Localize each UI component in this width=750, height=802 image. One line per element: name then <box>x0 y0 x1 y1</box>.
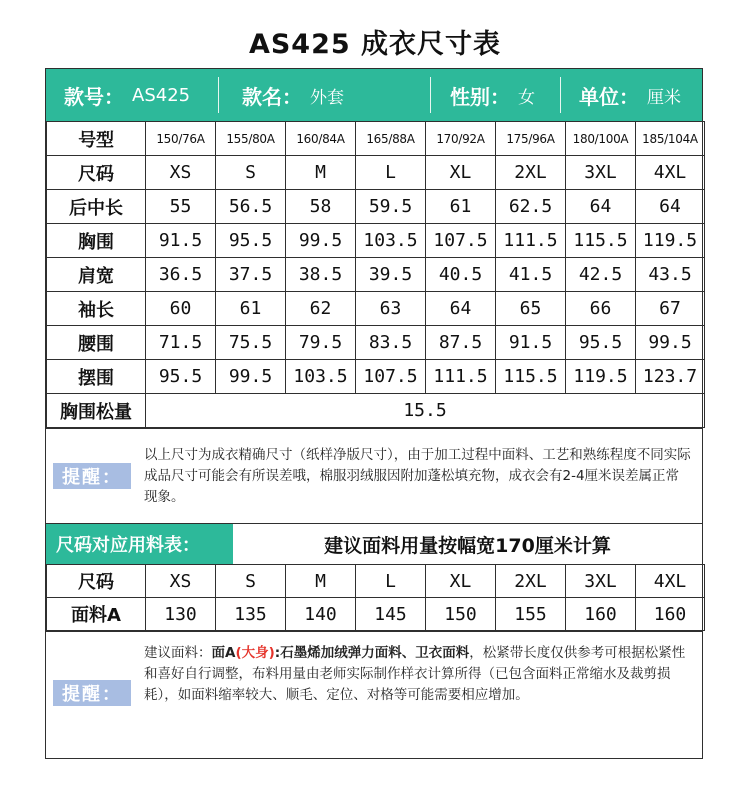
fabric-table <box>46 564 705 631</box>
table-cell: 64 <box>566 190 636 224</box>
table-cell: 155 <box>496 598 566 631</box>
table-cell: 130 <box>146 598 216 631</box>
table-cell: 60 <box>146 292 216 326</box>
table-cell: 87.5 <box>426 326 496 360</box>
table-cell: XS <box>146 156 216 190</box>
table-cell: M <box>286 156 356 190</box>
table-cell: 145 <box>356 598 426 631</box>
table-cell: 155/80A <box>216 122 286 156</box>
table-cell: 56.5 <box>216 190 286 224</box>
table-cell: 95.5 <box>216 224 286 258</box>
table-row <box>47 122 705 156</box>
table-cell: 4XL <box>636 565 705 598</box>
table-cell: 99.5 <box>216 360 286 394</box>
table-cell: 119.5 <box>636 224 705 258</box>
table-cell: 37.5 <box>216 258 286 292</box>
table-cell: 3XL <box>566 565 636 598</box>
table-cell: 103.5 <box>286 360 356 394</box>
fabric-highlight: (大身) <box>235 645 275 661</box>
table-cell: 175/96A <box>496 122 566 156</box>
fabric-desc: :石墨烯加绒弹力面料、卫衣面料 <box>274 645 470 661</box>
table-cell: 61 <box>426 190 496 224</box>
table-cell: 180/100A <box>566 122 636 156</box>
ease-label: 胸围松量 <box>47 394 146 428</box>
row-label: 号型 <box>47 122 146 156</box>
table-cell: L <box>356 565 426 598</box>
table-cell: 160 <box>566 598 636 631</box>
table-cell: 79.5 <box>286 326 356 360</box>
fabric-section-header <box>46 523 702 564</box>
reminder-note <box>46 428 702 523</box>
table-cell: 115.5 <box>496 360 566 394</box>
table-cell: 123.7 <box>636 360 705 394</box>
fabric-reminder-note <box>46 631 702 758</box>
size-chart-frame <box>45 68 703 759</box>
table-cell: 64 <box>426 292 496 326</box>
table-cell: 91.5 <box>146 224 216 258</box>
table-cell: 42.5 <box>566 258 636 292</box>
table-cell: 95.5 <box>146 360 216 394</box>
table-cell: M <box>286 565 356 598</box>
ease-value: 15.5 <box>146 394 705 428</box>
table-cell: 36.5 <box>146 258 216 292</box>
table-cell: 165/88A <box>356 122 426 156</box>
reminder-badge: 提醒： <box>53 463 131 489</box>
table-cell: 140 <box>286 598 356 631</box>
table-row <box>47 598 705 631</box>
row-label: 面料A <box>47 598 146 631</box>
table-row <box>47 292 705 326</box>
table-row <box>47 565 705 598</box>
table-cell: 160/84A <box>286 122 356 156</box>
ease-row <box>47 394 705 428</box>
fabric-reminder-badge: 提醒： <box>53 680 131 706</box>
style-no-label: 款号： <box>64 84 124 109</box>
table-row <box>47 258 705 292</box>
row-label: 肩宽 <box>47 258 146 292</box>
style-name <box>242 69 344 121</box>
table-cell: 95.5 <box>566 326 636 360</box>
fabric-width-note: 建议面料用量按幅宽170厘米计算 <box>324 534 611 557</box>
table-row <box>47 360 705 394</box>
table-cell: 41.5 <box>496 258 566 292</box>
table-cell: 3XL <box>566 156 636 190</box>
row-label: 腰围 <box>47 326 146 360</box>
fabric-a: 面A <box>211 645 236 661</box>
unit-label: 单位： <box>579 84 639 109</box>
table-cell: 59.5 <box>356 190 426 224</box>
size-table <box>46 121 705 428</box>
table-cell: 99.5 <box>636 326 705 360</box>
table-cell: 39.5 <box>356 258 426 292</box>
table-row <box>47 224 705 258</box>
table-cell: 58 <box>286 190 356 224</box>
row-label: 胸围 <box>47 224 146 258</box>
table-cell: XS <box>146 565 216 598</box>
table-cell: 2XL <box>496 565 566 598</box>
table-cell: XL <box>426 565 496 598</box>
gender-value: 女 <box>518 87 535 108</box>
style-no-value: AS425 <box>132 84 191 106</box>
style-no <box>64 69 190 121</box>
fabric-table-title: 尺码对应用料表： <box>46 524 233 564</box>
table-cell: 107.5 <box>356 360 426 394</box>
table-cell: 62 <box>286 292 356 326</box>
table-cell: 43.5 <box>636 258 705 292</box>
row-label: 尺码 <box>47 565 146 598</box>
table-cell: 38.5 <box>286 258 356 292</box>
table-cell: L <box>356 156 426 190</box>
table-cell: 67 <box>636 292 705 326</box>
table-row <box>47 190 705 224</box>
row-label: 袖长 <box>47 292 146 326</box>
table-cell: 103.5 <box>356 224 426 258</box>
table-cell: 40.5 <box>426 258 496 292</box>
table-row <box>47 326 705 360</box>
table-cell: S <box>216 156 286 190</box>
table-cell: 65 <box>496 292 566 326</box>
table-cell: 63 <box>356 292 426 326</box>
table-cell: 99.5 <box>286 224 356 258</box>
info-header <box>46 69 702 121</box>
style-name-value: 外套 <box>310 87 344 108</box>
row-label: 尺码 <box>47 156 146 190</box>
table-cell: 107.5 <box>426 224 496 258</box>
reminder-text: 以上尺寸为成衣精确尺寸（纸样净版尺寸），由于加工过程中面料、工艺和熟练程度不同实际成品尺寸可能会有所误差哦，棉服羽绒服因附加蓬松填充物，成衣会有2-4厘米误差属正常现象。 <box>144 447 691 505</box>
row-label: 摆围 <box>47 360 146 394</box>
table-cell: 135 <box>216 598 286 631</box>
table-cell: 185/104A <box>636 122 705 156</box>
table-cell: 111.5 <box>496 224 566 258</box>
table-cell: 75.5 <box>216 326 286 360</box>
gender <box>450 69 535 121</box>
table-cell: 115.5 <box>566 224 636 258</box>
unit-value: 厘米 <box>647 87 681 108</box>
table-cell: 150/76A <box>146 122 216 156</box>
fabric-prefix: 建议面料： <box>144 645 212 661</box>
table-cell: 150 <box>426 598 496 631</box>
table-row <box>47 156 705 190</box>
table-cell: 61 <box>216 292 286 326</box>
table-cell: 55 <box>146 190 216 224</box>
table-cell: 111.5 <box>426 360 496 394</box>
table-cell: 71.5 <box>146 326 216 360</box>
page-title: AS425 成衣尺寸表 <box>248 29 502 60</box>
unit <box>579 69 681 121</box>
table-cell: 2XL <box>496 156 566 190</box>
table-cell: 66 <box>566 292 636 326</box>
divider <box>218 77 219 113</box>
table-cell: 64 <box>636 190 705 224</box>
table-cell: 91.5 <box>496 326 566 360</box>
divider <box>560 77 561 113</box>
table-cell: XL <box>426 156 496 190</box>
table-cell: S <box>216 565 286 598</box>
fabric-reminder-text <box>144 643 692 706</box>
fabric-rest: ，松紧带长度仅供参考可根据松紧性和喜好自行调整，布料用量由老师实际制作样衣计算所得（已包含面料正常缩水及裁剪损耗），如面料缩率较大、顺毛、定位、对格等可能需要相应增加。 <box>144 645 686 703</box>
table-cell: 62.5 <box>496 190 566 224</box>
table-cell: 170/92A <box>426 122 496 156</box>
table-cell: 83.5 <box>356 326 426 360</box>
table-cell: 160 <box>636 598 705 631</box>
style-name-label: 款名： <box>242 84 302 109</box>
table-cell: 4XL <box>636 156 705 190</box>
table-cell: 119.5 <box>566 360 636 394</box>
row-label: 后中长 <box>47 190 146 224</box>
gender-label: 性别： <box>450 84 510 109</box>
divider <box>430 77 431 113</box>
